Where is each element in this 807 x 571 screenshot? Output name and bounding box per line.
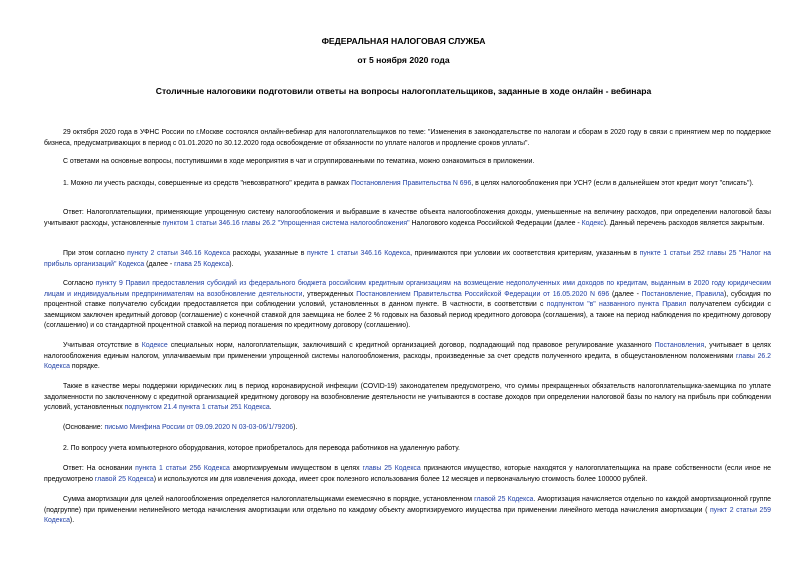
legal-reference-link[interactable]: главы 25 Кодекса	[362, 465, 421, 472]
legal-reference-link[interactable]: главы 26.2 Кодекса	[44, 352, 771, 371]
paragraph-text: получателем субсидии с заемщиком заключен кредитный договор (соглашение) с конечной ставкой для заемщика не более 2 % годовых на базовый период кредитного договора (соглашения), а также на период наблюдения по кредитному договору (соглашению) и со стандартной процентной ставкой на период погашения по кредитному договору (соглашению).	[44, 301, 771, 330]
paragraph-text: Ответ: На основании	[63, 465, 136, 472]
legal-reference-link[interactable]: пунктом 1 статьи 346.16 главы 26.2 "Упрощенная система налогообложения"	[162, 219, 410, 227]
legal-reference-link[interactable]: Кодекс	[581, 219, 604, 227]
legal-reference-link[interactable]: глава 25 Кодекса	[174, 260, 230, 268]
paragraph-text: Сумма амортизации для целей налогообложения определяется налогоплательщиками ежемесячно в порядке, установленном	[63, 496, 475, 503]
paragraph	[44, 179, 771, 190]
paragraph-text: Ответ: Налогоплательщики, применяющие упрощенную систему налогообложения и выбравшие в качестве объекта налогообложения доходы, уменьшенные на величину расходов, при определении налоговой базы учитывают расходы, установленные	[44, 209, 771, 227]
paragraph	[44, 128, 771, 149]
paragraph-text: , утвержденных	[302, 290, 357, 298]
paragraph-text: 29 октября 2020 года в УФНС России по г.Москве состоялся онлайн-вебинар для налогоплательщиков по теме: "Изменения в законодательстве по налогам и сборам в 2020 году в связи с принятием мер по поддержке бизнеса, предусматривающих в период с 01.01.2020 по 30.12.2020 года освобождение от обязанности по уплате налогов и продление сроков уплаты".	[44, 129, 771, 147]
paragraph-text: , в целях налогообложения при УСН? (если в дальнейшем этот кредит могут "списать").	[471, 180, 754, 187]
paragraph-text: признаются имущество, которые находятся у налогоплательщика на праве собственности (если иное не предусмотрено	[44, 465, 771, 483]
legal-reference-link[interactable]: пункте 1 статьи 252 главы 25 "Налог на прибыль организаций" Кодекса	[44, 250, 771, 268]
paragraph-text: (далее -	[144, 260, 175, 268]
legal-reference-link[interactable]: пункте 1 статьи 346.16 Кодекса	[307, 250, 411, 257]
paragraph-text: 2. По вопросу учета компьютерного оборудования, которое приобреталось для перевода работников на удаленную работу.	[63, 445, 460, 452]
paragraph-text: ).	[293, 424, 298, 431]
paragraph-text: При этом согласно	[63, 250, 128, 257]
paragraph-text: Налогового кодекса Российской Федерации (далее -	[409, 219, 582, 227]
paragraph-text: ).	[69, 517, 75, 525]
legal-reference-link[interactable]: подпунктом 21.4 пункта 1 статьи 251 Кодекса	[124, 404, 270, 412]
paragraph-text: Учитывая отсутствие в	[63, 342, 142, 349]
paragraph	[44, 423, 771, 434]
legal-reference-link[interactable]: главой 25 Кодекса	[94, 475, 154, 483]
paragraph-text: амортизируемым имуществом в целях	[229, 465, 363, 472]
paragraph-text: ) и используются им для извлечения дохода, имеет срок полезного использования более 12 месяцев и первоначальную стоимость более 100000 рублей.	[153, 475, 648, 483]
paragraph-text: Согласно	[63, 280, 96, 287]
legal-reference-link[interactable]: пункт 2 статьи 259 Кодекса	[44, 506, 771, 525]
paragraph	[44, 464, 771, 485]
legal-reference-link[interactable]: Постановлением Правительства Российской Федерации от 16.05.2020 N 696	[356, 290, 610, 298]
legal-reference-link[interactable]: письмо Минфина России от 09.09.2020 N 03-03-06/1/79206	[104, 424, 294, 431]
paragraph-text: .	[269, 404, 272, 412]
agency-name: ФЕДЕРАЛЬНАЯ НАЛОГОВАЯ СЛУЖБА	[321, 36, 486, 46]
legal-reference-link[interactable]: пункта 1 статьи 256 Кодекса	[135, 465, 230, 472]
paragraph-text: специальных норм, налогоплательщик, заключивший с кредитной организацией договор, подпадающий под правовое регулирование указанного	[167, 342, 655, 349]
paragraph-text: Также в качестве меры поддержки юридических лиц в период коронавирусной инфекции (COVID-19) законодателем предусмотрено, что суммы прекращенных обязательств налогоплательщика-заемщика по уплате задолженности по заключенному с кредитной организацией кредитному договору на возобновление деятельности не учитываются в составе доходов при определении налоговой базы по налогу на прибыль при соблюдении условий, установленных	[44, 383, 771, 412]
paragraph-text: ), субсидия по процентной ставке получателю субсидии предоставляется при соблюдении условий, установленных в данном пункте. В частности, в соответствии с	[44, 290, 771, 309]
paragraph-text: ). Данный перечень расходов является закрытым.	[603, 219, 765, 227]
paragraph-text: (далее -	[609, 290, 642, 298]
legal-reference-link[interactable]: подпунктом "в" названного пункта Правил	[546, 301, 687, 309]
paragraph-text: расходы, указанные в	[230, 250, 308, 257]
paragraph	[44, 495, 771, 527]
paragraph-text: , учитывает в целях налогообложения единым налогом, уплачиваемым при применении упрощенной системы налогообложения, расходы, произведенные за счет средств полученного кредита, в общеустановленном положениями	[44, 342, 771, 360]
legal-reference-link[interactable]: главой 25 Кодекса	[474, 496, 534, 503]
paragraph-text: . Амортизация начисляется отдельно по каждой амортизационной группе (подгруппе) при применении нелинейного метода начисления амортизации или отдельно по каждому объекту амортизируемого имущества при применении линейного метода начисления амортизации (	[44, 496, 772, 514]
paragraph	[44, 208, 771, 229]
legal-reference-link[interactable]: Кодексе	[141, 342, 168, 349]
paragraph-text: , принимаются при условии их соответствия критериям, указанным в	[410, 250, 640, 257]
paragraph-text: (Основание:	[63, 424, 105, 431]
document-title: Столичные налоговики подготовили ответы на вопросы налогоплательщиков, заданные в ходе онлайн - вебинара	[155, 86, 652, 96]
paragraph	[44, 444, 771, 455]
legal-reference-link[interactable]: пункту 9 Правил предоставления субсидий из федерального бюджета российским кредитным организациям на возмещение недополученных ими доходов по кредитам, выданным в 2020 году юридическим лицам и индивидуальным предпринимателям на возобновление деятельности	[44, 280, 771, 298]
paragraph-text: порядке.	[69, 363, 100, 371]
legal-reference-link[interactable]: Постановления Правительства N 696	[351, 180, 472, 187]
legal-reference-link[interactable]: Постановление, Правила	[641, 290, 724, 298]
paragraph	[44, 341, 771, 373]
paragraph-text: ).	[229, 260, 234, 268]
paragraph	[44, 249, 771, 270]
paragraph	[44, 279, 771, 332]
paragraph-text: 1. Можно ли учесть расходы, совершенные из средств "невозвратного" кредита в рамках	[63, 180, 352, 187]
paragraph	[44, 382, 771, 414]
document-date: от 5 ноября 2020 года	[357, 55, 450, 65]
legal-reference-link[interactable]: пункту 2 статьи 346.16 Кодекса	[127, 250, 231, 257]
legal-reference-link[interactable]: Постановления	[654, 342, 705, 349]
paragraph	[44, 157, 771, 168]
paragraph-text: С ответами на основные вопросы, поступившими в ходе мероприятия в чат и сгруппированными по тематика, можно ознакомиться в приложении.	[63, 158, 535, 165]
